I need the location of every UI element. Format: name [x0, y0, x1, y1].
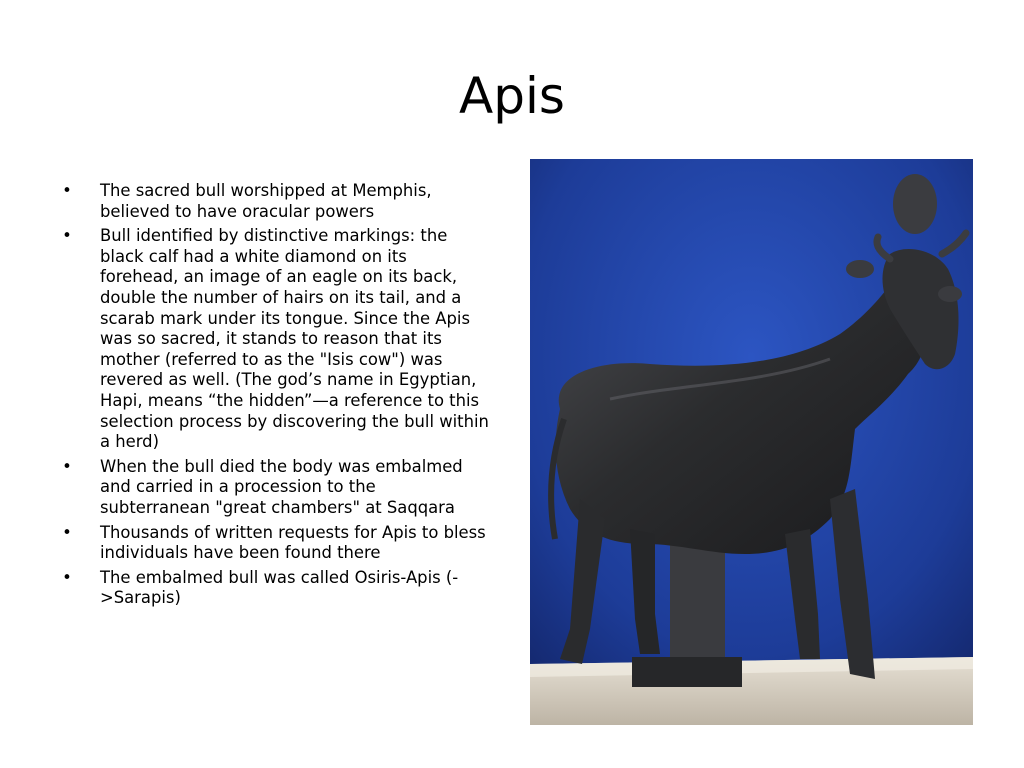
bullet-marker: • — [62, 181, 72, 200]
bull-ear — [846, 260, 874, 278]
bullet-text: The embalmed bull was called Osiris-Apis (->Sarapis) — [100, 567, 459, 608]
bullet-list — [58, 181, 490, 613]
bullet-item — [58, 568, 490, 609]
bullet-text: When the bull died the body was embalmed and carried in a procession to the subterranean "great chambers" at Saqqara — [100, 456, 463, 517]
bullet-marker: • — [62, 456, 72, 476]
bullet-text: Bull identified by distinctive markings: the black calf had a white diamond on its forehead, an image of an eagle on its back, double the number of hairs on its tail, and a scarab mark under its tongue. Since the Apis was so sacred, it stands to reason that its mother (referred to as the "Isis cow") was revered as well. (The god’s name in Egyptian, Hapi, means “the hidden”—a reference to this selection process by discovering the bull within a herd) — [100, 226, 489, 452]
bullet-text: Thousands of written requests for Apis to bless individuals have been found there — [100, 522, 486, 563]
bullet-item — [58, 226, 490, 453]
bullet-item — [58, 523, 490, 564]
bullet-marker: • — [62, 226, 72, 246]
bull-ear-right — [938, 286, 962, 302]
bullet-item — [58, 181, 490, 222]
pillar-foot — [632, 657, 742, 687]
slide-title: Apis — [459, 67, 565, 125]
bullet-text: The sacred bull worshipped at Memphis, believed to have oracular powers — [100, 181, 432, 221]
bull-statue-illustration — [530, 159, 973, 725]
bull-statue-photo — [530, 159, 973, 725]
bullet-item — [58, 457, 490, 519]
bullet-marker: • — [62, 567, 72, 587]
bullet-marker: • — [62, 522, 72, 542]
sun-disc — [893, 174, 937, 234]
